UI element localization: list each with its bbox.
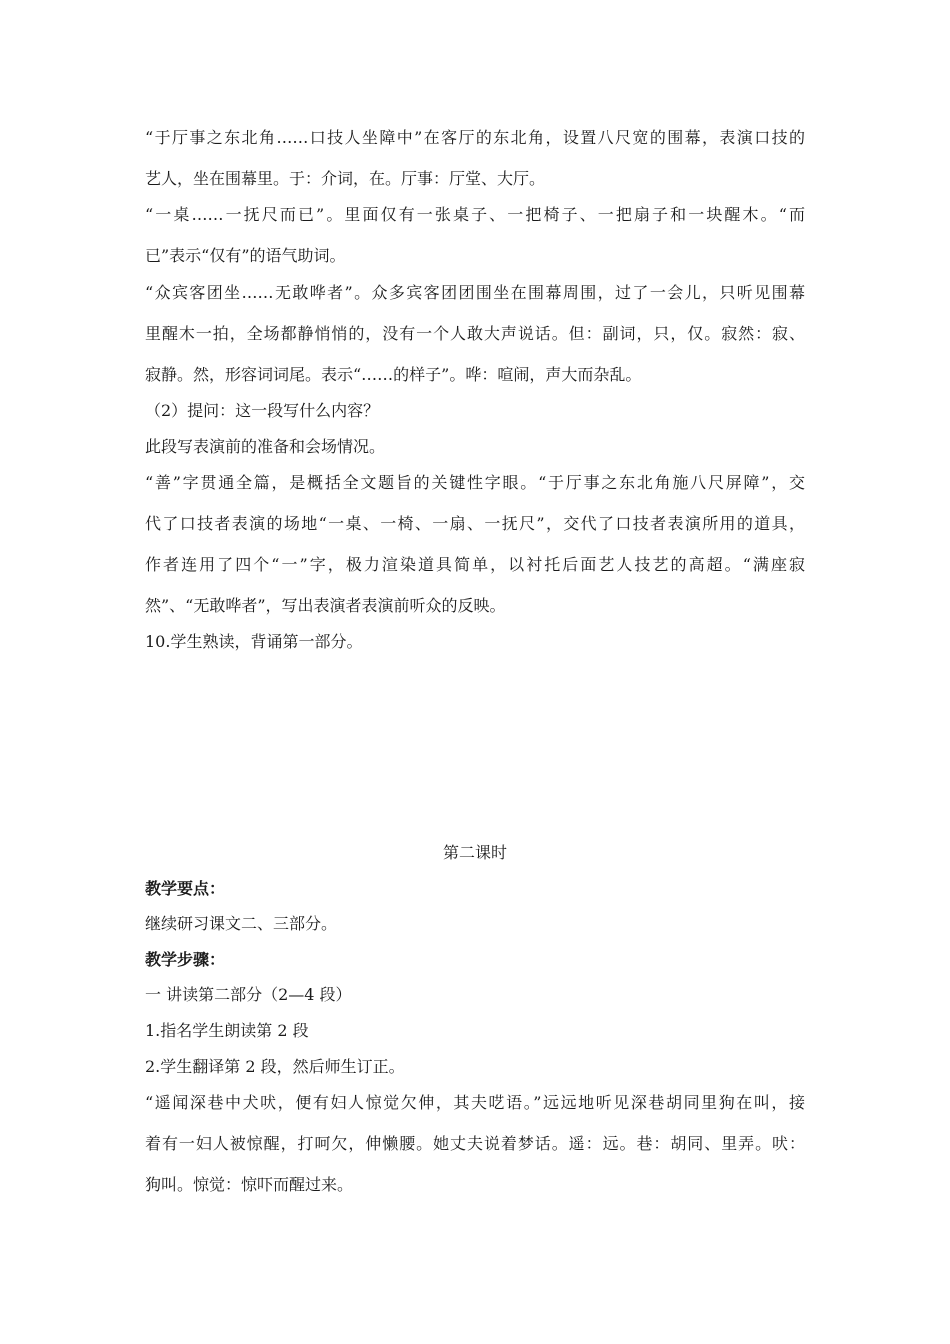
paragraph-line: 然”、“无敢哗者”，写出表演者表演前听众的反映。	[145, 596, 506, 615]
part-heading: 一 讲读第二部分（2—4 段）	[145, 985, 352, 1004]
steps-heading: 教学步骤：	[145, 950, 226, 969]
section-title: 第二课时	[442, 843, 507, 862]
step-item: 10.学生熟读，背诵第一部分。	[145, 632, 363, 651]
key-points-heading: 教学要点：	[145, 879, 226, 898]
paragraph-line: 狗叫。惊觉：惊吓而醒过来。	[145, 1175, 354, 1194]
paragraph-line: 寂静。然，形容词词尾。表示“……的样子”。哗：喧闹，声大而杂乱。	[145, 365, 642, 384]
paragraph-line: “一桌……一抚尺而已”。里面仅有一张桌子、一把椅子、一把扇子和一块醒木。“而	[145, 205, 805, 224]
paragraph-line: “于厅事之东北角……口技人坐障中”在客厅的东北角，设置八尺宽的围幕，表演口技的	[145, 128, 805, 147]
question-text: （2）提问：这一段写什么内容？	[145, 401, 380, 420]
step-item: 1.指名学生朗读第 2 段	[145, 1021, 309, 1040]
paragraph-line: “遥闻深巷中犬吠，便有妇人惊觉欠伸，其夫呓语。”远远地听见深巷胡同里狗在叫，接	[145, 1093, 805, 1112]
paragraph-line: 里醒木一拍，全场都静悄悄的，没有一个人敢大声说话。但：副词，只，仅。寂然：寂、	[145, 324, 805, 343]
answer-text: 此段写表演前的准备和会场情况。	[145, 437, 386, 456]
paragraph-line: 作者连用了四个“一”字，极力渲染道具简单，以衬托后面艺人技艺的高超。“满座寂	[145, 555, 805, 574]
paragraph-line: 代了口技者表演的场地“一桌、一椅、一扇、一抚尺”，交代了口技者表演所用的道具，	[145, 514, 805, 533]
step-item: 2.学生翻译第 2 段，然后师生订正。	[145, 1057, 405, 1076]
paragraph-line: 着有一妇人被惊醒，打呵欠，伸懒腰。她丈夫说着梦话。遥：远。巷：胡同、里弄。吠：	[145, 1134, 805, 1153]
paragraph-line: “众宾客团坐……无敢哗者”。众多宾客团团围坐在围幕周围，过了一会儿，只听见围幕	[145, 283, 805, 302]
paragraph-line: 艺人，坐在围幕里。于：介词，在。厅事：厅堂、大厅。	[145, 169, 546, 188]
key-points-text: 继续研习课文二、三部分。	[145, 914, 338, 933]
paragraph-line: “善”字贯通全篇，是概括全文题旨的关键性字眼。“于厅事之东北角施八尺屏障”，交	[145, 473, 805, 492]
paragraph-line: 已”表示“仅有”的语气助词。	[145, 246, 346, 265]
